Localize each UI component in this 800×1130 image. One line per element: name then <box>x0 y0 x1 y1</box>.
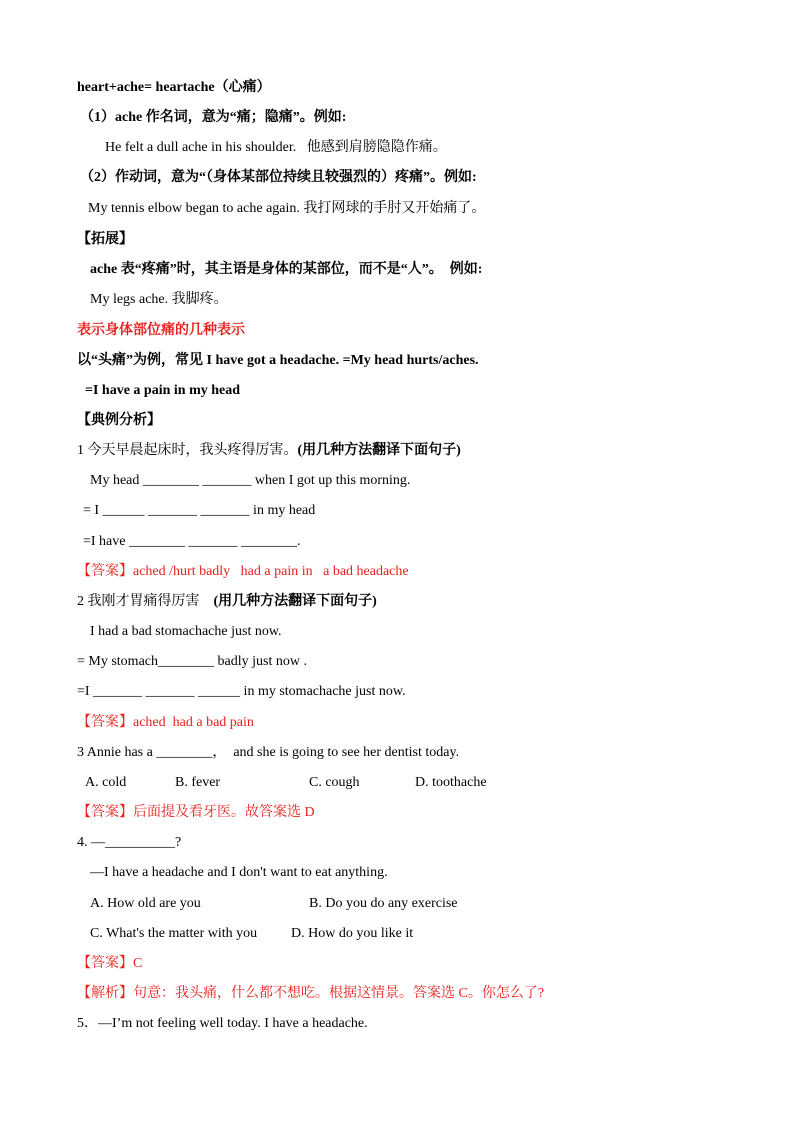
q1-sentence-c: =I have ________ _______ ________. <box>83 534 301 549</box>
q4-option-c: C. What's the matter with you <box>90 926 258 941</box>
point-1-noun: （1）ache 作名词，意为“痛；隐痛”。例如: <box>80 110 347 125</box>
q2-sentence-a: I had a bad stomachache just now. <box>90 624 282 639</box>
q1-sentence-a: My head ________ _______ when I got up this morning. <box>90 473 411 488</box>
section-title-red: 表示身体部位痛的几种表示 <box>77 323 245 338</box>
question-2: 2 我刚才胃痛得厉害 (用几种方法翻译下面句子) <box>77 594 377 609</box>
q1-answer: 【答案】ached /hurt badly had a pain in a bad headache <box>77 564 409 579</box>
example-verb: My tennis elbow began to ache again. 我打网球的手肘又开始痛了。 <box>88 201 486 216</box>
q4-analysis: 【解析】句意：我头痛，什么都不想吃。根据这情景。答案选 C。你怎么了? <box>77 986 545 1001</box>
extension-heading: 【拓展】 <box>77 232 133 247</box>
q3-option-b: B. fever <box>175 775 221 790</box>
q4-option-d: D. How do you like it <box>291 926 414 941</box>
heading-heartache: heart+ache= heartache（心痛） <box>77 80 271 95</box>
point-2-verb: （2）作动词，意为“（身体某部位持续且较强烈的）疼痛”。例如: <box>80 170 477 185</box>
question-5: 5．—I’m not feeling well today. I have a headache. <box>77 1016 368 1031</box>
q3-option-d: D. toothache <box>415 775 487 790</box>
headache-expressions: 以“头痛”为例，常见 I have got a headache. =My head hurts/aches. <box>77 353 479 368</box>
extension-note: ache 表“疼痛”时，其主语是身体的某部位，而不是“人”。 例如: <box>90 262 483 277</box>
q4-dialogue: —I have a headache and I don't want to eat anything. <box>90 865 388 880</box>
q2-sentence-b: = My stomach________ badly just now . <box>77 654 307 669</box>
q1-sentence-b: = I ______ _______ _______ in my head <box>83 503 316 518</box>
example-noun: He felt a dull ache in his shoulder. 他感到肩膀隐隐作痛。 <box>105 140 447 155</box>
question-4: 4. —__________? <box>77 835 182 850</box>
examples-heading: 【典例分析】 <box>77 413 161 428</box>
instruction-bold: (用几种方法翻译下面句子) <box>213 594 377 609</box>
question-3: 3 Annie has a ________， and she is going to see her dentist today. <box>77 745 460 760</box>
extension-example: My legs ache. 我脚疼。 <box>90 292 228 307</box>
q4-answer: 【答案】C <box>77 956 143 971</box>
q2-sentence-c: =I _______ _______ ______ in my stomachache just now. <box>77 684 406 699</box>
q4-option-b: B. Do you do any exercise <box>309 896 458 911</box>
q4-option-a: A. How old are you <box>90 896 201 911</box>
q3-option-a: A. cold <box>85 775 127 790</box>
instruction-bold: (用几种方法翻译下面句子) <box>297 443 461 458</box>
headache-expression-alt: =I have a pain in my head <box>85 383 241 398</box>
question-1: 1 今天早晨起床时，我头疼得厉害。(用几种方法翻译下面句子) <box>77 443 461 458</box>
q2-answer: 【答案】ached had a bad pain <box>77 715 254 730</box>
q3-option-c: C. cough <box>309 775 360 790</box>
q3-answer: 【答案】后面提及看牙医。故答案选 D <box>77 805 315 820</box>
